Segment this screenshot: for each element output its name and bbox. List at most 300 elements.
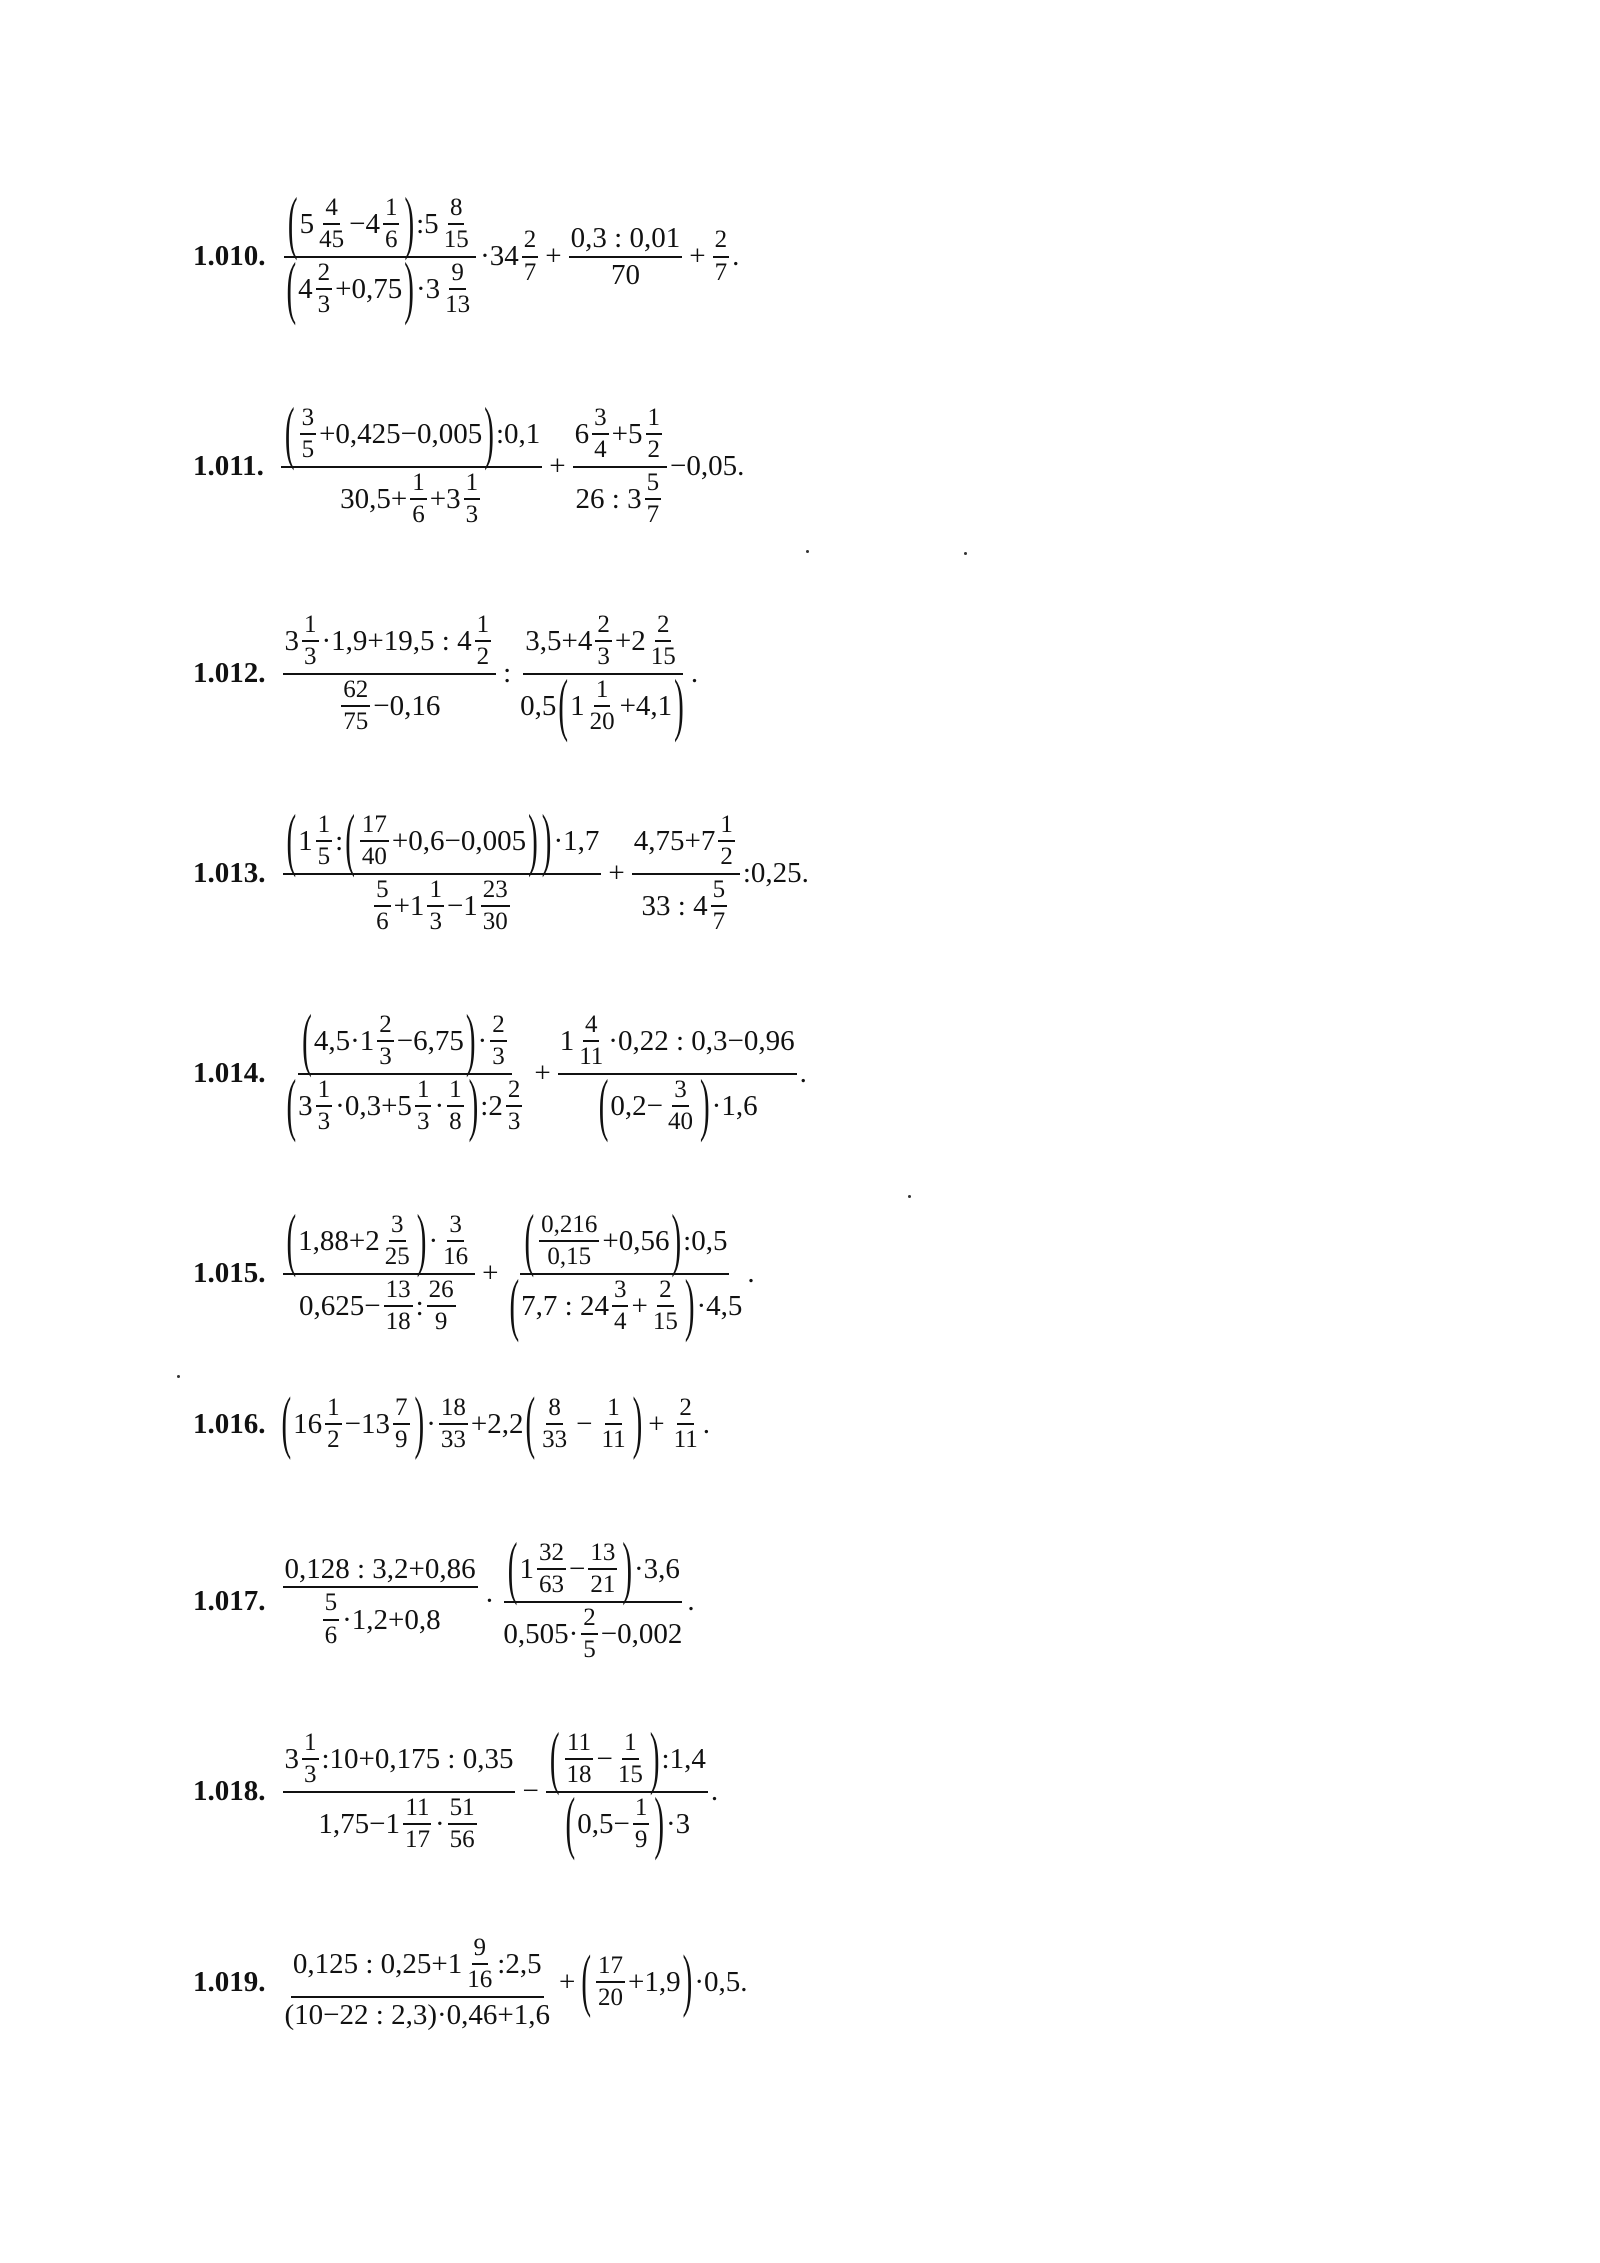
fraction-numerator: 1 [316, 812, 333, 842]
fraction [341, 677, 370, 736]
math-text: . [732, 240, 740, 272]
fraction-numerator: 1 [605, 1395, 622, 1425]
fraction [616, 1730, 645, 1789]
math-text: 4 [298, 272, 313, 305]
fraction-numerator: 8 [448, 195, 465, 225]
fraction [316, 260, 333, 319]
main-fraction [283, 1730, 516, 1853]
fraction-numerator: 1 [464, 470, 481, 500]
problem-1-017 [193, 1530, 695, 1663]
math-text: ·3 [415, 272, 441, 305]
math-text: . [710, 1775, 719, 1807]
operator: + [559, 1965, 576, 1998]
fraction [649, 612, 678, 671]
problem-1-018 [193, 1720, 719, 1862]
fraction-denominator: 2 [327, 1426, 340, 1454]
parenthesis: ( [507, 1530, 518, 1608]
parenthesis: ( [345, 802, 355, 880]
math-text: 3 [284, 625, 299, 658]
math-text: 4,75+7 [633, 825, 716, 858]
math-text: 16 [293, 1407, 323, 1440]
math-text: −1 [446, 889, 478, 922]
parenthesis: ( [286, 1066, 297, 1144]
math-text: 1 [298, 825, 313, 858]
fraction-denominator: 2 [647, 436, 660, 464]
fraction [612, 1277, 629, 1336]
fraction-numerator: 17 [596, 1953, 625, 1983]
fraction-numerator [283, 802, 602, 880]
fraction-denominator: 3 [304, 1761, 317, 1789]
math-text: 0,625− [298, 1289, 381, 1322]
fraction-numerator: 1 [325, 1395, 342, 1425]
fraction [465, 1935, 494, 1994]
parenthesis: ) [541, 802, 552, 880]
main-fraction [281, 395, 542, 528]
main-fraction [283, 185, 478, 327]
fraction-numerator: 9 [472, 1935, 489, 1965]
fraction-denominator [338, 468, 485, 529]
fraction-denominator: (10−22 : 2,3)·0,46+1,6 [284, 1998, 550, 2031]
math-text: ·1,9+19,5 : 4 [321, 625, 472, 658]
fraction-denominator: 13 [445, 290, 471, 318]
parenthesis: ( [565, 1784, 576, 1862]
math-text: :0,1 [495, 418, 541, 451]
fraction [448, 1795, 477, 1854]
fraction-numerator: 2 [657, 1277, 674, 1307]
math-text: :2,5 [497, 1948, 542, 1981]
problem-1-010 [193, 185, 740, 327]
fraction-numerator [520, 1202, 729, 1280]
fraction [415, 1077, 432, 1136]
problem-number: 1.017. [193, 1585, 266, 1617]
math-text: · [477, 1025, 488, 1058]
math-text: − [596, 1743, 613, 1776]
fraction-numerator [504, 1530, 682, 1608]
operator: · [484, 1585, 495, 1617]
problem-1-013 [193, 802, 809, 935]
fraction [518, 611, 688, 744]
math-text: +1,9 [628, 1965, 681, 1998]
parenthesis: ) [700, 1066, 710, 1144]
fraction-numerator: 32 [537, 1540, 566, 1570]
math-text: 0,2− [610, 1089, 663, 1122]
fraction-denominator: 70 [610, 258, 640, 291]
math-text: ·3,6 [634, 1553, 680, 1586]
fraction-numerator: 13 [588, 1540, 617, 1570]
parenthesis: ( [525, 1384, 536, 1462]
parenthesis: ) [528, 802, 538, 880]
math-text: . [687, 1585, 695, 1617]
fraction-numerator [523, 612, 682, 675]
fraction [633, 1795, 650, 1854]
math-text: · [434, 1089, 445, 1122]
fraction [443, 260, 472, 319]
fraction-numerator [558, 1012, 797, 1075]
fraction-numerator: 11 [565, 1730, 593, 1760]
math-text: +2 [614, 625, 646, 658]
fraction-denominator: 5 [317, 843, 331, 871]
fraction-denominator: 16 [467, 1966, 493, 1994]
math-text: −6,75 [396, 1025, 464, 1058]
fraction-denominator: 3 [317, 290, 331, 318]
fraction-numerator: 1 [447, 1077, 464, 1107]
fraction-numerator: 3 [612, 1277, 629, 1307]
fraction [588, 1540, 617, 1599]
math-text: − [568, 1553, 586, 1586]
fraction-numerator: 23 [481, 877, 510, 907]
fraction-denominator: 6 [324, 1621, 338, 1649]
fraction-numerator: 1 [475, 612, 492, 642]
fraction [651, 1277, 680, 1336]
fraction-denominator: 40 [361, 843, 387, 871]
problem-number: 1.019. [193, 1965, 266, 1998]
fraction-denominator [595, 1066, 760, 1144]
math-text: ·1,6 [711, 1089, 758, 1122]
fraction [646, 405, 663, 464]
math-text: −0,16 [373, 689, 441, 722]
fraction-denominator [369, 875, 515, 936]
fraction-numerator [283, 612, 497, 675]
fraction-numerator: 2 [316, 260, 333, 290]
fraction-denominator: 2 [720, 843, 733, 871]
fraction-denominator: 3 [492, 1043, 505, 1071]
operator: + [689, 240, 706, 272]
math-text: · [426, 1407, 436, 1440]
fraction-numerator [298, 1002, 512, 1080]
fraction [464, 470, 481, 529]
problem-1-016 [193, 1384, 710, 1462]
fraction-denominator: 3 [379, 1043, 392, 1071]
math-text: 3,5+4 [525, 625, 593, 658]
fraction [441, 1212, 470, 1271]
math-text: −4 [349, 208, 380, 241]
problem-1-014 [193, 1002, 807, 1144]
parenthesis: ( [281, 1384, 292, 1462]
fraction-denominator: 75 [343, 707, 369, 735]
scan-speck [806, 550, 809, 553]
fraction-numerator: 5 [645, 470, 662, 500]
math-text: 3 [298, 1089, 313, 1122]
fraction-numerator: 5 [374, 877, 391, 907]
fraction [302, 1730, 319, 1789]
fraction [383, 1212, 412, 1271]
fraction-numerator: 2 [677, 1395, 694, 1425]
fraction-denominator: 4 [594, 436, 607, 464]
fraction-numerator: 0,216 [539, 1212, 599, 1242]
problem-number: 1.013. [193, 857, 266, 889]
fraction-denominator: 3 [429, 907, 442, 935]
fraction [325, 1395, 342, 1454]
parenthesis: ) [404, 249, 414, 327]
fraction-denominator: 33 [542, 1426, 568, 1454]
fraction-denominator: 18 [566, 1761, 592, 1789]
fraction [600, 1395, 628, 1454]
fraction [546, 1720, 708, 1862]
fraction [565, 1730, 594, 1789]
fraction [403, 1795, 432, 1854]
math-text: · [434, 1807, 445, 1840]
parenthesis: ) [465, 1002, 476, 1080]
parenthesis: ) [684, 1266, 695, 1344]
math-text: ·1,2+0,8 [342, 1603, 441, 1636]
math-text: ·0,22 : 0,3−0,96 [608, 1025, 795, 1058]
parenthesis: ) [416, 1202, 427, 1280]
fraction-denominator [562, 1784, 693, 1862]
fraction [384, 1277, 413, 1336]
fraction-numerator: 1 [410, 470, 427, 500]
parenthesis: ) [468, 1066, 479, 1144]
fraction-denominator: 4 [613, 1307, 627, 1335]
fraction-denominator: 5 [583, 1635, 596, 1663]
math-text: ·0,3+5 [335, 1089, 412, 1122]
parenthesis: ( [302, 1002, 312, 1080]
fraction-numerator: 2 [581, 1605, 598, 1635]
fraction [592, 405, 609, 464]
fraction-numerator: 3 [300, 405, 317, 435]
math-text: ·3 [665, 1807, 691, 1840]
problem-number: 1.010. [193, 240, 266, 272]
fraction-numerator: 62 [341, 677, 370, 707]
fraction-denominator [316, 1793, 481, 1854]
fraction [302, 612, 319, 671]
fraction-numerator: 18 [439, 1395, 468, 1425]
fraction [427, 877, 444, 936]
math-text: 4,5·1 [313, 1025, 375, 1058]
fraction-numerator: 1 [302, 612, 319, 642]
parenthesis: ) [632, 1384, 643, 1462]
operator: − [576, 1407, 593, 1440]
fraction [447, 1077, 464, 1136]
parenthesis: ( [598, 1066, 609, 1144]
fraction-denominator: 3 [317, 1107, 331, 1135]
fraction-numerator: 1 [622, 1730, 639, 1760]
fraction-denominator: 25 [384, 1243, 410, 1271]
fraction [475, 612, 492, 671]
fraction-denominator: 18 [385, 1307, 411, 1335]
problem-number: 1.018. [193, 1775, 266, 1807]
fraction [558, 1011, 797, 1144]
fraction-denominator: 20 [598, 1984, 624, 2012]
fraction-numerator: 2 [713, 227, 730, 257]
math-text: −0,05. [670, 450, 745, 482]
math-text: 0,125 : 0,25+1 [292, 1948, 463, 1981]
fraction-denominator [505, 1266, 744, 1344]
fraction-denominator: 7 [523, 258, 537, 286]
main-fraction [283, 1554, 478, 1649]
fraction-numerator: 2 [490, 1012, 507, 1042]
fraction-numerator: 26 [427, 1277, 456, 1307]
fraction-numerator: 1 [646, 405, 663, 435]
fraction [711, 877, 728, 936]
fraction-denominator [518, 666, 688, 744]
math-text: ·4,5 [696, 1289, 743, 1322]
fraction-numerator [283, 1730, 516, 1793]
fraction-denominator: 11 [579, 1043, 604, 1071]
operator: − [522, 1775, 539, 1807]
fraction-numerator [573, 405, 667, 468]
fraction-numerator [291, 1935, 544, 1998]
operator: + [482, 1257, 499, 1289]
fraction-denominator [297, 1275, 461, 1336]
fraction-denominator [574, 468, 667, 529]
fraction-denominator: 7 [714, 258, 728, 286]
operator: + [549, 450, 566, 482]
math-text: 26 : 3 [575, 482, 642, 515]
fraction-denominator: 5 [301, 436, 315, 464]
fraction [713, 227, 730, 286]
math-text: +0,425−0,005 [319, 418, 483, 451]
fraction-denominator: 30 [482, 907, 508, 935]
fraction [645, 470, 662, 529]
parenthesis: ) [671, 1202, 682, 1280]
fraction-numerator: 2 [522, 227, 539, 257]
fraction-numerator: 2 [595, 612, 612, 642]
fraction-denominator: 33 [440, 1426, 466, 1454]
problem-number: 1.012. [193, 657, 266, 689]
fraction-numerator: 1 [633, 1795, 650, 1825]
fraction-denominator: 21 [590, 1571, 616, 1599]
fraction [374, 877, 391, 936]
parenthesis: ( [581, 1942, 592, 2020]
math-text: . [799, 1057, 807, 1089]
parenthesis: ) [674, 666, 684, 744]
math-text: . [747, 1257, 755, 1289]
fraction [300, 405, 317, 464]
fraction-numerator: 1 [594, 677, 611, 707]
fraction [632, 812, 740, 935]
parenthesis: ) [682, 1942, 693, 2020]
fraction [505, 1202, 744, 1344]
fraction [506, 1077, 523, 1136]
problem-number: 1.015. [193, 1257, 266, 1289]
math-text: −13 [344, 1407, 391, 1440]
fraction-numerator: 0,128 : 3,2+0,86 [283, 1554, 478, 1588]
math-text: + [631, 1289, 648, 1322]
math-text: +1 [393, 889, 425, 922]
fraction-numerator: 2 [655, 612, 672, 642]
scan-speck [908, 1195, 911, 1198]
fraction-denominator: 9 [434, 1307, 448, 1335]
fraction [427, 1277, 456, 1336]
fraction-denominator: 3 [304, 643, 317, 671]
fraction-denominator: 9 [634, 1825, 648, 1853]
fraction-numerator: 8 [546, 1395, 563, 1425]
fraction-denominator [283, 1066, 528, 1144]
math-text: 5 [299, 208, 315, 241]
math-text: 0,505· [503, 1617, 579, 1650]
fraction [316, 812, 333, 871]
math-text: 1 [570, 689, 585, 722]
fraction-denominator: 7 [646, 500, 660, 528]
parenthesis: ( [286, 249, 297, 327]
fraction-denominator: 15 [652, 1307, 678, 1335]
fraction-denominator: 56 [449, 1825, 475, 1853]
fraction [569, 223, 683, 290]
parenthesis: ( [509, 1266, 520, 1344]
fraction-denominator: 16 [443, 1243, 469, 1271]
fraction-denominator: 7 [712, 907, 726, 935]
fraction [383, 195, 400, 254]
problem-1-015 [193, 1202, 755, 1344]
fraction [581, 1605, 598, 1664]
fraction-numerator [283, 1202, 476, 1280]
fraction [481, 877, 510, 936]
math-text: +0,75 [335, 272, 403, 305]
fraction-denominator [318, 1588, 443, 1649]
fraction-numerator: 13 [384, 1277, 413, 1307]
fraction [596, 1953, 625, 2012]
math-text: · [428, 1225, 439, 1258]
fraction-denominator: 15 [443, 226, 469, 254]
fraction-numerator: 1 [302, 1730, 319, 1760]
fraction-numerator: 3 [389, 1212, 406, 1242]
fraction [501, 1530, 684, 1663]
scan-speck [964, 552, 967, 555]
math-text: ·1,7 [553, 825, 600, 858]
fraction-numerator: 3 [447, 1212, 464, 1242]
problem-1-011 [193, 395, 745, 528]
fraction [442, 195, 471, 254]
fraction-numerator: 1 [718, 812, 735, 842]
main-fraction [283, 1935, 553, 2030]
math-text: :0,5 [683, 1225, 728, 1258]
fraction [360, 812, 389, 871]
math-text: : [335, 825, 344, 858]
fraction-numerator: 17 [360, 812, 389, 842]
fraction [393, 1395, 410, 1454]
parenthesis: ) [414, 1384, 425, 1462]
math-text: : [415, 1289, 424, 1322]
fraction-numerator: 51 [448, 1795, 477, 1825]
fraction [317, 195, 346, 254]
fraction-numerator: 2 [506, 1077, 523, 1107]
main-fraction [283, 1202, 476, 1335]
parenthesis: ) [404, 185, 415, 263]
fraction-denominator: 45 [319, 226, 345, 254]
fraction [537, 1540, 566, 1599]
fraction-numerator: 2 [377, 1012, 394, 1042]
fraction [573, 405, 667, 528]
parenthesis: ( [286, 1202, 297, 1280]
operator: + [545, 240, 562, 272]
fraction-denominator: 2 [476, 643, 490, 671]
fraction-numerator: 1 [383, 195, 400, 225]
fraction-numerator: 1 [316, 1077, 333, 1107]
math-text: −0,002 [600, 1617, 683, 1650]
fraction [522, 227, 539, 286]
fraction [377, 1012, 394, 1071]
math-text: 0,5 [520, 689, 557, 722]
fraction-denominator: 11 [673, 1426, 698, 1454]
fraction-numerator: 4 [583, 1012, 600, 1042]
fraction-numerator [632, 812, 740, 875]
fraction [595, 612, 612, 671]
parenthesis: ( [286, 802, 297, 880]
problem-number: 1.016. [193, 1407, 266, 1440]
math-text: 7,7 : 24 [521, 1289, 609, 1322]
fraction-denominator: 15 [617, 1761, 643, 1789]
problem-1-012 [193, 611, 699, 744]
math-text: 3 [284, 1743, 299, 1776]
parenthesis: ( [524, 1202, 535, 1280]
math-text: +5 [611, 418, 643, 451]
fraction-denominator: 3 [597, 643, 610, 671]
parenthesis: ) [649, 1720, 660, 1798]
math-text: +0,56 [602, 1225, 670, 1258]
fraction-denominator: 3 [465, 500, 479, 528]
fraction-denominator [283, 249, 478, 327]
math-text: :10+0,175 : 0,35 [321, 1743, 514, 1776]
